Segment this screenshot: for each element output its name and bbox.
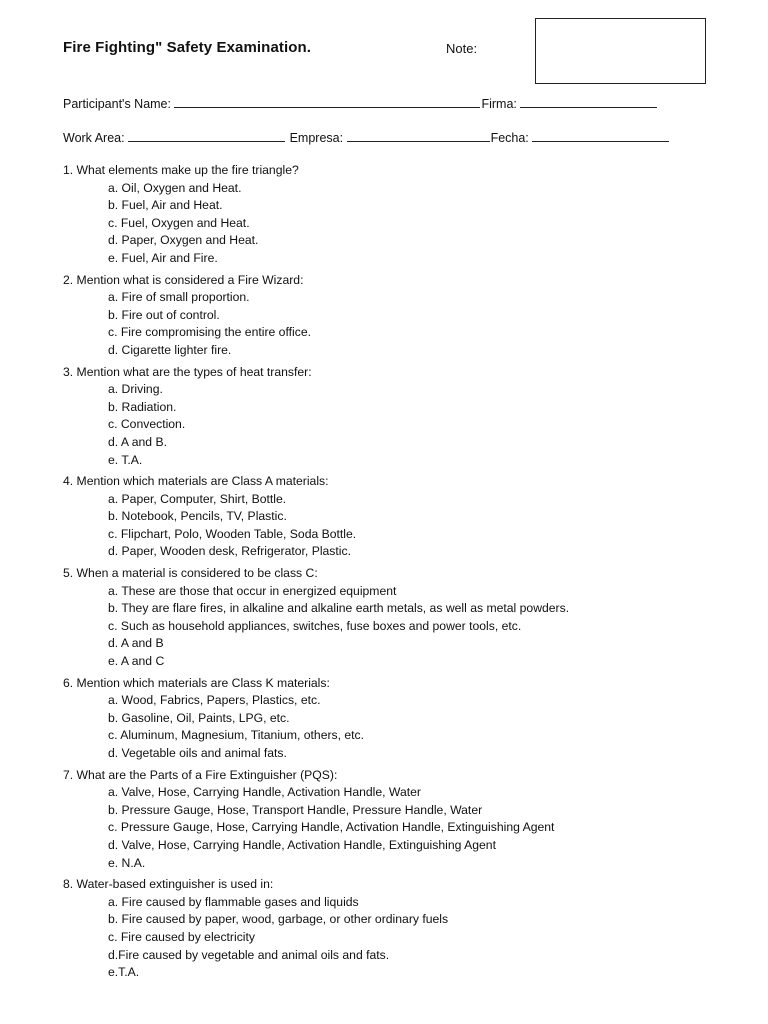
- firma-field[interactable]: [520, 95, 657, 108]
- answer-option: b. They are flare fires, in alkaline and alkaline earth metals, as well as metal powders.: [108, 601, 570, 616]
- participant-name-label: Participant's Name:: [63, 97, 171, 111]
- answer-option: c. Aluminum, Magnesium, Titanium, others, etc.: [108, 728, 365, 743]
- answer-option: a. Valve, Hose, Carrying Handle, Activation Handle, Water: [108, 785, 421, 800]
- answer-option: e. A and C: [108, 654, 165, 669]
- question-8: [63, 876, 743, 982]
- answer-option: b. Pressure Gauge, Hose, Transport Handle, Pressure Handle, Water: [108, 802, 483, 817]
- answer-option: c. Fire compromising the entire office.: [108, 325, 311, 340]
- exam-title: Fire Fighting" Safety Examination.: [63, 39, 312, 56]
- question-text: 7. What are the Parts of a Fire Extinguisher (PQS):: [63, 767, 338, 782]
- answer-option: d. Vegetable oils and animal fats.: [108, 746, 287, 760]
- question-text: 3. Mention what are the types of heat transfer:: [63, 364, 312, 379]
- answer-option: e.T.A.: [108, 965, 140, 980]
- answer-option: d. A and B.: [108, 434, 167, 449]
- note-label: Note:: [446, 41, 478, 56]
- question-text: 4. Mention which materials are Class A materials:: [63, 474, 329, 489]
- answer-option: e. T.A.: [108, 452, 143, 467]
- question-6: [63, 675, 743, 763]
- question-list: [63, 162, 743, 986]
- work-area-row: [63, 129, 670, 145]
- fecha-label: Fecha:: [490, 131, 529, 145]
- work-area-field[interactable]: [128, 129, 285, 142]
- answer-option: b. Fire caused by paper, wood, garbage, or other ordinary fuels: [108, 912, 449, 927]
- answer-option: a. Paper, Computer, Shirt, Bottle.: [108, 491, 287, 506]
- answer-option: b. Fire out of control.: [108, 307, 220, 322]
- answer-option: e. Fuel, Air and Fire.: [108, 250, 218, 265]
- answer-option: d. A and B: [108, 636, 164, 651]
- answer-option: c. Flipchart, Polo, Wooden Table, Soda Bottle.: [108, 526, 357, 541]
- question-text: 1. What elements make up the fire triangle?: [63, 163, 299, 177]
- question-4: [63, 473, 743, 561]
- answer-option: a. These are those that occur in energized equipment: [108, 583, 397, 598]
- question-2: [63, 272, 743, 360]
- question-1: [63, 162, 743, 268]
- answer-option: e. N.A.: [108, 855, 146, 870]
- answer-option: b. Radiation.: [108, 399, 177, 414]
- answer-option: d. Valve, Hose, Carrying Handle, Activation Handle, Extinguishing Agent: [108, 837, 496, 852]
- answer-option: c. Convection.: [108, 417, 186, 432]
- answer-option: b. Gasoline, Oil, Paints, LPG, etc.: [108, 710, 290, 725]
- answer-option: a. Wood, Fabrics, Papers, Plastics, etc.: [108, 693, 321, 708]
- answer-option: d. Paper, Wooden desk, Refrigerator, Plastic.: [108, 544, 351, 559]
- participant-name-field[interactable]: [174, 95, 480, 108]
- answer-option: a. Driving.: [108, 382, 163, 397]
- answer-option: a. Fire of small proportion.: [108, 290, 250, 305]
- question-5: [63, 565, 743, 671]
- note-box[interactable]: [535, 18, 706, 84]
- empresa-field[interactable]: [347, 129, 490, 142]
- firma-label: Firma:: [481, 97, 517, 111]
- answer-option: c. Fire caused by electricity: [108, 929, 255, 944]
- question-3: [63, 364, 743, 470]
- answer-option: c. Such as household appliances, switches, fuse boxes and power tools, etc.: [108, 618, 522, 633]
- answer-option: a. Oil, Oxygen and Heat.: [108, 180, 242, 195]
- answer-option: b. Notebook, Pencils, TV, Plastic.: [108, 509, 287, 524]
- participant-row: [63, 95, 658, 111]
- answer-option: d. Cigarette lighter fire.: [108, 342, 232, 357]
- question-text: 8. Water-based extinguisher is used in:: [63, 877, 274, 892]
- answer-option: a. Fire caused by flammable gases and liquids: [108, 894, 359, 909]
- fecha-field[interactable]: [532, 129, 669, 142]
- answer-option: c. Fuel, Oxygen and Heat.: [108, 215, 250, 230]
- work-area-label: Work Area:: [63, 131, 125, 145]
- question-text: 5. When a material is considered to be class C:: [63, 566, 318, 581]
- answer-option: c. Pressure Gauge, Hose, Carrying Handle, Activation Handle, Extinguishing Agent: [108, 820, 555, 835]
- answer-option: d. Paper, Oxygen and Heat.: [108, 233, 259, 248]
- question-text: 2. Mention what is considered a Fire Wizard:: [63, 272, 304, 287]
- question-7: [63, 767, 743, 873]
- empresa-label: Empresa:: [289, 131, 344, 145]
- question-text: 6. Mention which materials are Class K materials:: [63, 675, 330, 690]
- answer-option: b. Fuel, Air and Heat.: [108, 198, 223, 213]
- answer-option: d.Fire caused by vegetable and animal oils and fats.: [108, 947, 390, 962]
